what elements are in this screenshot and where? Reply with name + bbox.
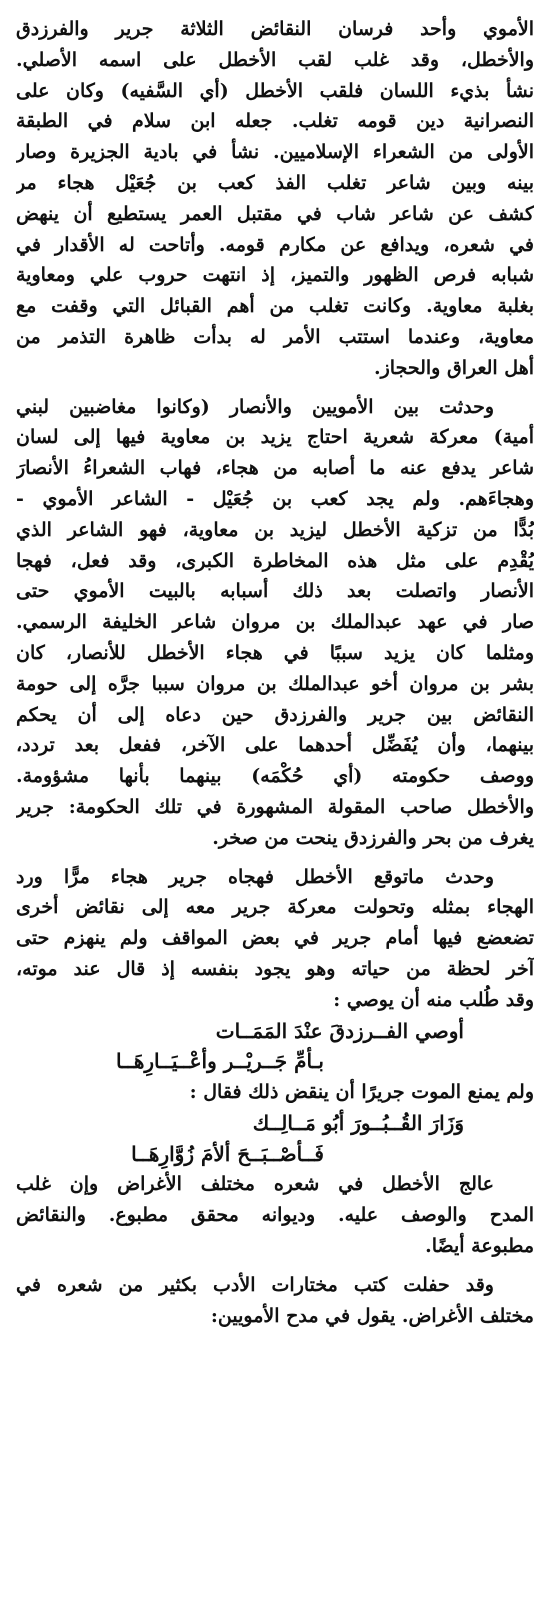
text-line: يغرف من بحر والفرزدق ينحت من صخر. — [212, 826, 534, 849]
text-line: نشأ بذيء اللسان فلقب الأخطل (أي السَّفيه) وكان على — [16, 79, 534, 102]
text-line: بُدًّا من تزكية الأخطل ليزيد بن معاوية، فهو الشاعر الذي — [16, 518, 534, 541]
text-line: والأخطل صاحب المقولة المشهورة في تلك الحكومة: جرير — [16, 795, 534, 818]
text-line: بينهما، وأن يُفَضِّل أحدهما على الآخر، ففعل بعد تردد، — [16, 734, 534, 757]
paragraph-1 — [16, 14, 534, 384]
text-line: مختلف الأغراض. يقول في مدح الأمويين: — [210, 1304, 534, 1327]
text-line: أمية) معركة شعرية احتاج يزيد بن معاوية فيها إلى لسان — [16, 426, 534, 449]
text-line: ووصف حكومته (أي حُكْمَه) بينهما بأنها مشؤومة. — [16, 765, 534, 788]
text-line: وقد حفلت كتب مختارات الأدب بكثير من شعره في — [16, 1273, 494, 1296]
verse-hemistich-second: بـأمِّ جَــريْــر وأعْــيَــارِهَــا — [116, 1049, 324, 1074]
text-line: أهل العراق والحجاز. — [373, 356, 534, 379]
text-line: الأموي وأحد فرسان النقائض الثلاثة جرير والفرزدق — [16, 18, 534, 40]
text-line: عالج الأخطل في شعره مختلف الأغراض وإن غلب — [16, 1173, 494, 1196]
text-line: آخر لحظة من حياته وهو يجود بنفسه إذ قال عند موته، — [16, 957, 534, 980]
text-line: تضعضع فيها أمام جرير في بعض المواقف ولم ينهزم حتى — [16, 927, 534, 950]
text-line: الأولى من الشعراء الإسلاميين. نشأ في بادية الجزيرة وصار — [16, 141, 534, 164]
text-line: بغلبة معاوية. وكانت تغلب من أهم القبائل التي وقفت مع — [16, 295, 534, 318]
verse-hemistich-first: وَزَارَ القُــبُــورَ أبُو مَــالِــك — [252, 1110, 464, 1135]
text-line: ولم يمنع الموت جريرًا أن ينقض ذلك فقال : — [189, 1081, 534, 1104]
text-line: النقائض بين جرير والفرزدق حين دعاه إلى أن يحكم — [16, 703, 534, 726]
text-line: يُقْدِم على مثل هذه المخاطرة الكبرى، وقد فعل، فهجا — [16, 549, 534, 572]
text-line: ومثلما كان يزيد سببًا في هجاء الأخطل للأنصار، كان — [16, 641, 534, 664]
text-line: والأخطل، وقد غلب لقب الأخطل على اسمه الأصلي. — [16, 48, 534, 71]
paragraph-6 — [16, 1270, 534, 1332]
text-line: الهجاء بمثله وتحولت معركة جرير معه إلى نقائض أخرى — [16, 896, 534, 919]
text-line: بينه وبين شاعر تغلب الفذ كعب بن جُعَيْل هجاء مر — [16, 171, 534, 194]
paragraph-4 — [16, 1077, 534, 1108]
verse-2 — [16, 1108, 534, 1170]
verse-1 — [16, 1016, 534, 1078]
text-line: كشف عن شاعر شاب في مقتبل العمر يستطيع أن ينهض — [16, 202, 534, 225]
text-line: وهجاءَهم. ولم يجد كعب بن جُعَيْل - الشاعر الأموي - — [16, 487, 534, 510]
paragraph-2 — [16, 392, 534, 854]
text-line: في شعره، ويدافع عن مكارم قومه. وأتاحت له الأقدار في — [16, 233, 534, 256]
text-line: شبابه فرص الظهور والتميز، إذ انتهت حروب علي ومعاوية — [16, 264, 534, 287]
verse-hemistich-first: أوصي الفــرزدقَ عنْدَ المَمَــات — [215, 1018, 464, 1043]
text-line: مطبوعة أيضًا. — [425, 1235, 534, 1258]
paragraph-3 — [16, 862, 534, 1016]
text-line: بشر بن مروان أخو عبدالملك بن مروان سببا جرَّه إلى حومة — [16, 672, 534, 695]
text-line: معاوية، وعندما استتب الأمر له بدأت ظاهرة التذمر من — [16, 325, 534, 348]
text-line: شاعر يدفع عنه ما أصابه من هجاء، فهاب الشعراءُ الأنصارَ — [16, 457, 534, 480]
text-line: صار في عهد عبدالملك بن مروان شاعر الخليفة الرسمي. — [16, 611, 534, 634]
text-line: وقد طُلب منه أن يوصي : — [333, 988, 534, 1011]
verse-hemistich-second: فَــأصْــبَــحَ ألأمَ زُوَّارِهَــا — [131, 1141, 324, 1166]
text-line: النصرانية دين قومه تغلب. جعله ابن سلام في الطبقة — [16, 110, 534, 133]
text-line: المدح والوصف عليه. وديوانه محقق مطبوع. والنقائض — [16, 1204, 534, 1227]
text-line: وحدث ماتوقع الأخطل فهجاه جرير هجاء مرًّا ورد — [16, 865, 494, 888]
text-line: وحدثت بين الأمويين والأنصار (وكانوا مغاضبين لبني — [16, 395, 494, 418]
text-line: الأنصار واتصلت بعد ذلك أسبابه بالبيت الأموي حتى — [16, 580, 534, 603]
paragraph-5 — [16, 1169, 534, 1261]
